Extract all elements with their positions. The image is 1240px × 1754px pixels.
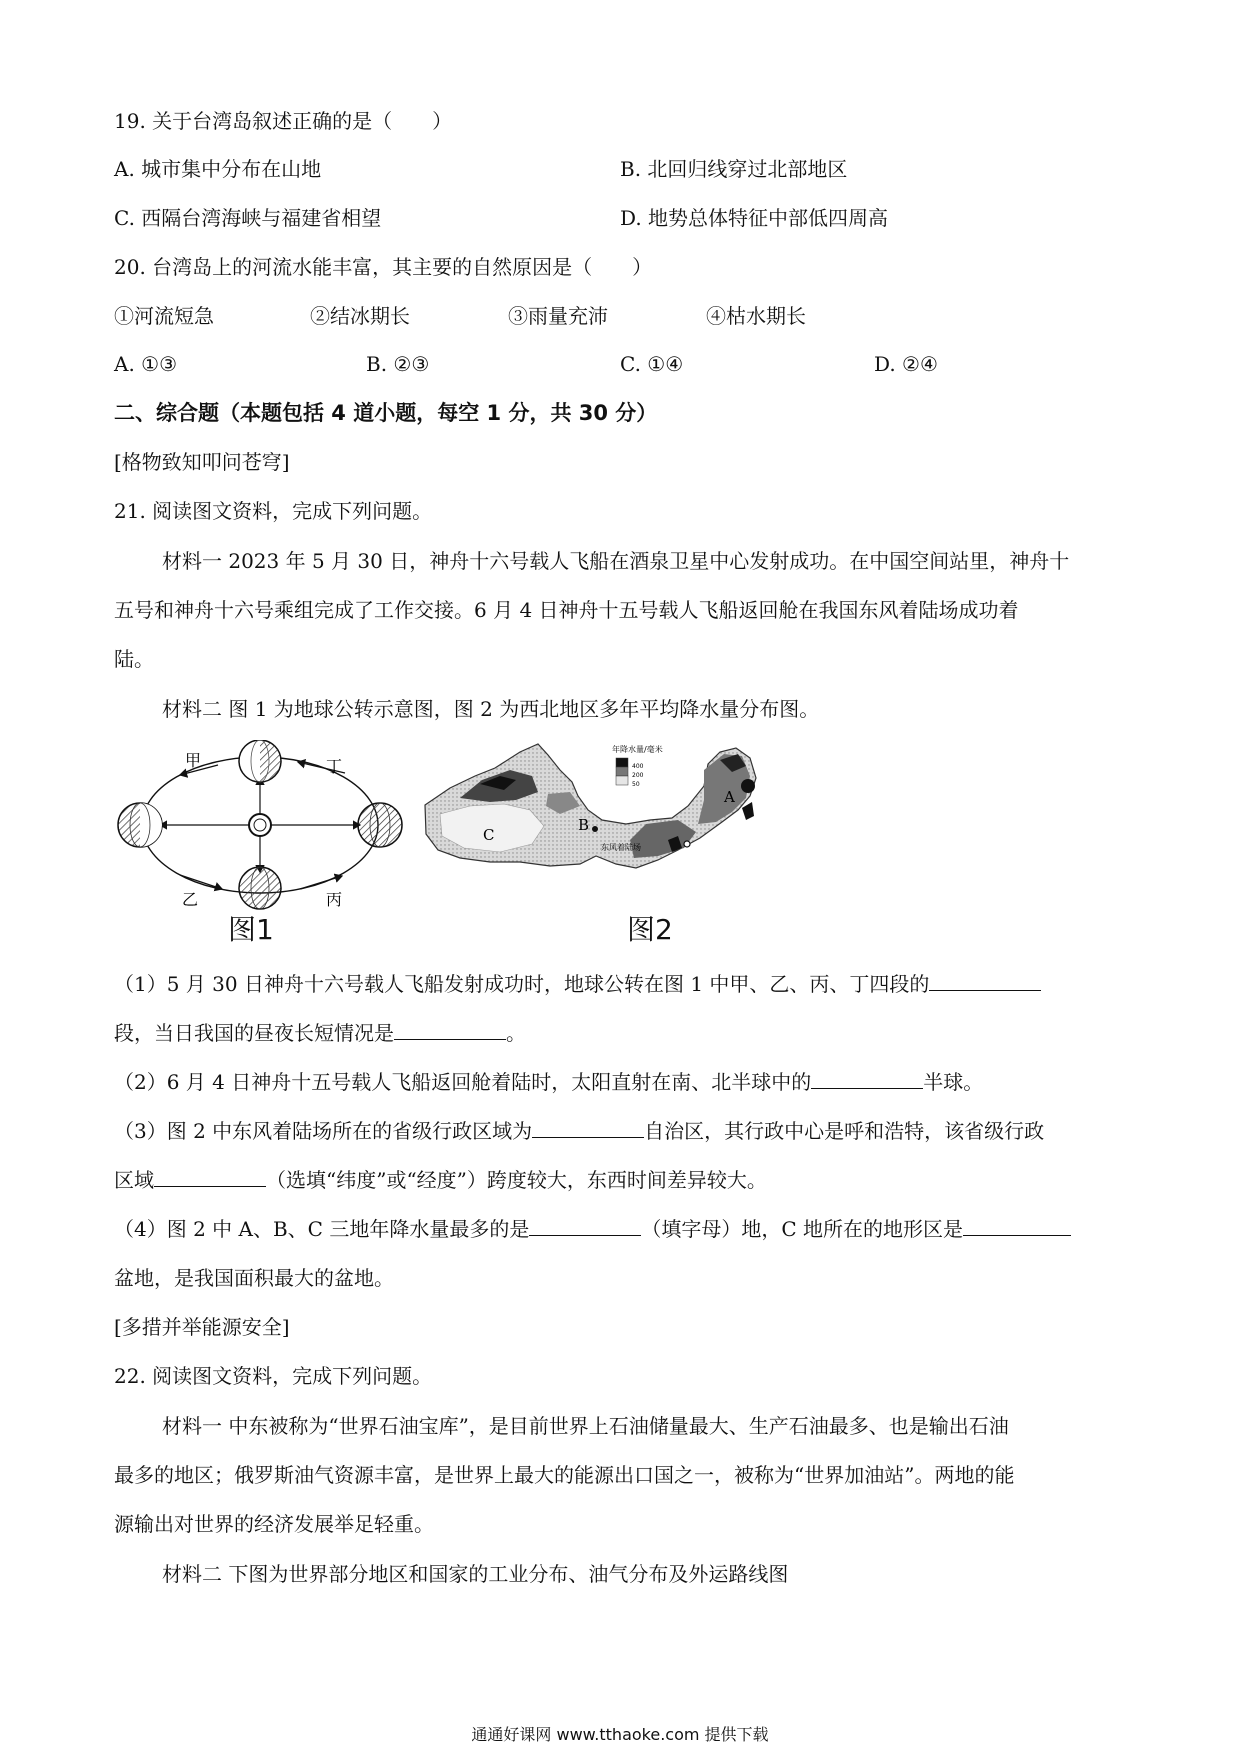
q20-stem: 20. 台湾岛上的河流水能丰富，其主要的自然原因是（ ） bbox=[114, 255, 653, 279]
label-b: B bbox=[578, 816, 590, 834]
label-jia: 甲 bbox=[185, 751, 202, 770]
q20-choice-1: ①河流短急 bbox=[114, 304, 214, 328]
label-ding: 丁 bbox=[326, 757, 343, 776]
answer-blank[interactable] bbox=[532, 1117, 644, 1138]
answer-blank[interactable] bbox=[963, 1215, 1071, 1236]
earth-top bbox=[239, 740, 281, 782]
answer-blank[interactable] bbox=[529, 1215, 641, 1236]
section-title: 二、综合题（本题包括 4 道小题，每空 1 分，共 30 分） bbox=[114, 401, 658, 425]
earth-bottom bbox=[239, 867, 281, 909]
q21-sub1-line1: （1）5 月 30 日神舟十六号载人飞船发射成功时，地球公转在图 1 中甲、乙、丙、丁四段的 bbox=[114, 970, 1041, 998]
answer-blank[interactable] bbox=[394, 1019, 506, 1040]
figures bbox=[110, 740, 830, 946]
q21-sub4-line1: （4）图 2 中 A、B、C 三地年降水量最多的是 （填字母）地，C 地所在的地形区是 bbox=[114, 1215, 1071, 1243]
earth-right bbox=[358, 803, 402, 847]
q21-stem: 21. 阅读图文资料，完成下列问题。 bbox=[114, 499, 433, 523]
q19-option-d: D. 地势总体特征中部低四周高 bbox=[620, 206, 889, 230]
figure2-caption: 图2 bbox=[627, 913, 673, 946]
q22-material1-line3: 源输出对世界的经济发展举足轻重。 bbox=[114, 1512, 434, 1536]
q21-material2: 材料二 图 1 为地球公转示意图，图 2 为西北地区多年平均降水量分布图。 bbox=[162, 697, 820, 721]
earth-left bbox=[118, 803, 162, 847]
legend-value-3: 50 bbox=[632, 781, 640, 788]
q19-option-c: C. 西隔台湾海峡与福建省相望 bbox=[114, 206, 382, 230]
q20-option-d: D. ②④ bbox=[874, 352, 938, 376]
q21-sub3-line1: （3）图 2 中东风着陆场所在的省级行政区域为 自治区，其行政中心是呼和浩特，该省级行政 bbox=[114, 1119, 1045, 1143]
figure1-caption: 图1 bbox=[228, 913, 274, 946]
q21-sub4-line2: 盆地，是我国面积最大的盆地。 bbox=[114, 1266, 394, 1290]
label-bing: 丙 bbox=[326, 890, 343, 909]
label-yi: 乙 bbox=[182, 890, 199, 909]
legend-value-1: 400 bbox=[632, 763, 644, 770]
label-dongfeng: 东风着陆场 bbox=[601, 843, 641, 852]
q19-option-a: A. 城市集中分布在山地 bbox=[114, 157, 322, 181]
q20-option-c: C. ①④ bbox=[620, 352, 684, 376]
answer-blank[interactable] bbox=[929, 970, 1041, 991]
q20-choice-2: ②结冰期长 bbox=[310, 304, 410, 328]
label-a: A bbox=[724, 788, 735, 806]
q21-sub2: （2）6 月 4 日神舟十五号载人飞船返回舱着陆时，太阳直射在南、北半球中的 半球。 bbox=[114, 1070, 984, 1094]
answer-blank[interactable] bbox=[811, 1068, 923, 1089]
q20-choice-3: ③雨量充沛 bbox=[508, 304, 608, 328]
q20-option-a: A. ①③ bbox=[114, 352, 178, 376]
q22-material1-line2: 最多的地区；俄罗斯油气资源丰富，是世界上最大的能源出口国之一，被称为“世界加油站”。两地的能 bbox=[114, 1463, 1015, 1487]
answer-blank[interactable] bbox=[154, 1166, 266, 1187]
q21-sub1-line2: 段，当日我国的昼夜长短情况是 。 bbox=[114, 1021, 526, 1045]
q22-stem: 22. 阅读图文资料，完成下列问题。 bbox=[114, 1364, 433, 1388]
theme-heading-1: [格物致知叩问苍穹] bbox=[114, 450, 290, 474]
legend-value-2: 200 bbox=[632, 772, 644, 779]
q20-option-b: B. ②③ bbox=[366, 352, 430, 376]
theme-heading-2: [多措并举能源安全] bbox=[114, 1315, 290, 1339]
page-footer: 通通好课网 www.tthaoke.com 提供下载 bbox=[471, 1725, 769, 1744]
label-c: C bbox=[483, 826, 495, 844]
q19-stem: 19. 关于台湾岛叙述正确的是（ ） bbox=[114, 109, 453, 133]
earth-revolution-diagram bbox=[110, 740, 410, 910]
legend-title: 年降水量/毫米 bbox=[612, 745, 663, 754]
q22-material2: 材料二 下图为世界部分地区和国家的工业分布、油气分布及外运路线图 bbox=[162, 1562, 789, 1586]
q21-material1-line2: 五号和神舟十六号乘组完成了工作交接。6 月 4 日神舟十五号载人飞船返回舱在我国东风着陆场成功着 bbox=[114, 598, 1019, 622]
q19-option-b: B. 北回归线穿过北部地区 bbox=[620, 157, 848, 181]
q21-material1-line3: 陆。 bbox=[114, 647, 154, 671]
q22-material1-line1: 材料一 中东被称为“世界石油宝库”，是目前世界上石油储量最大、生产石油最多、也是输出石油 bbox=[162, 1414, 1009, 1438]
northwest-precipitation-map bbox=[420, 740, 810, 890]
q21-material1-line1: 材料一 2023 年 5 月 30 日，神舟十六号载人飞船在酒泉卫星中心发射成功。在中国空间站里，神舟十 bbox=[162, 549, 1070, 573]
q21-sub3-line2: 区域 （选填“纬度”或“经度”）跨度较大，东西时间差异较大。 bbox=[114, 1168, 767, 1192]
q20-choice-4: ④枯水期长 bbox=[706, 304, 806, 328]
